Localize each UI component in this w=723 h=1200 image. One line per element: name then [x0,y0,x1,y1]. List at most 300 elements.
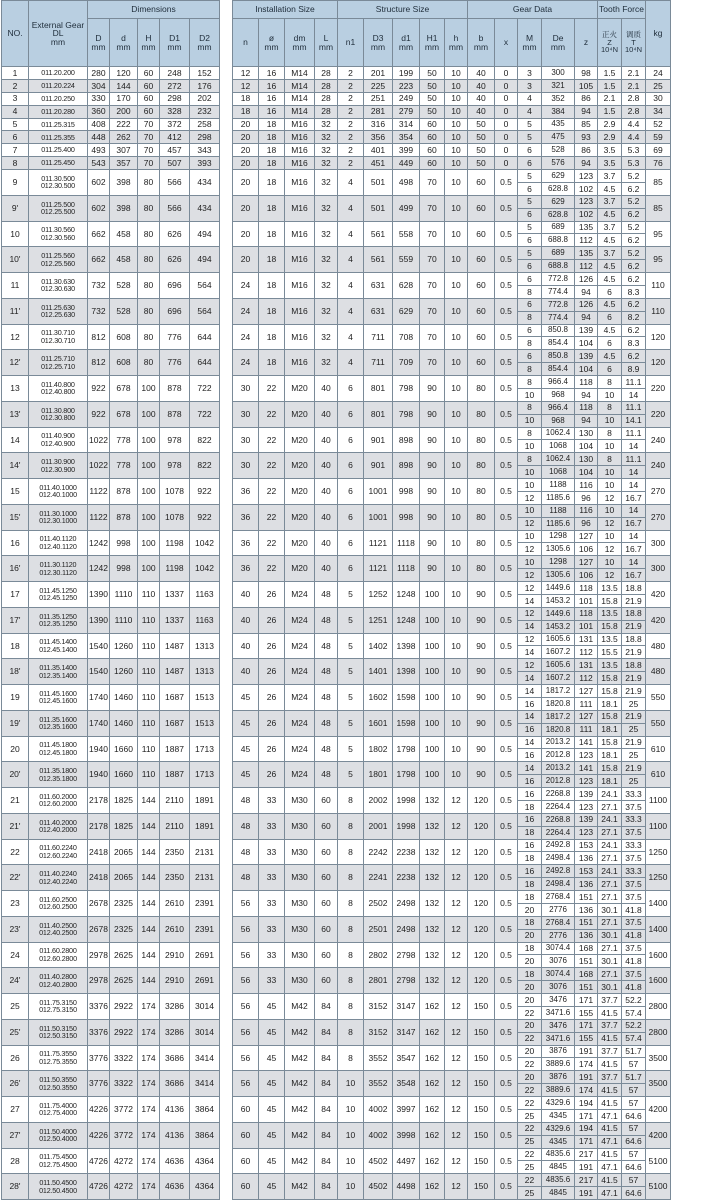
tooth-force-z: 10 [598,530,622,543]
tooth-force-t: 5.2 [622,247,646,260]
cell-l: 84 [315,1174,338,1200]
cell-n: 60 [233,1097,259,1123]
cell-b: 120 [468,916,495,942]
gear-code-line: 011.30.560 [41,225,75,235]
gear-z: 118 [575,401,598,414]
dim-h: 80 [138,221,160,247]
tooth-force-t: 57 [622,1122,646,1135]
dim-d1: 2910 [160,968,190,994]
table-row [233,298,671,311]
dim-d1: 878 [160,376,190,402]
cell-x: 0.5 [495,1097,518,1123]
header-line: 正火 [602,29,617,39]
cell-d3: 1602 [364,685,393,711]
cell-d1: 2238 [393,865,420,891]
cell-n1: 10 [338,1071,364,1097]
cell-h: 10 [445,659,468,685]
header-line: 10⁴N [625,45,642,55]
tooth-force-t: 6.2 [622,260,646,273]
gear-code-line: 011.60.2800 [39,946,77,956]
cell-h: 10 [445,453,468,479]
gear-module: 3 [518,67,542,80]
dim-d2: 3414 [190,1071,220,1097]
dim-d2: 3414 [190,1045,220,1071]
dim-d2: 232 [190,105,220,118]
gear-module: 20 [518,994,542,1007]
external-gear-code [29,530,88,556]
gear-de: 1605.6 [542,659,575,672]
tooth-force-z: 27.1 [598,968,622,981]
gear-de: 2013.2 [542,736,575,749]
cell-phi: 18 [259,298,285,324]
cell-h: 12 [445,1097,468,1123]
gear-z: 112 [575,672,598,685]
header-line: mm [448,41,464,52]
cell-dm: M20 [285,556,315,582]
dim-d: 608 [110,350,138,376]
table-row [2,195,220,221]
gear-z: 106 [575,569,598,582]
cell-x: 0.5 [495,607,518,633]
cell-phi: 26 [259,633,285,659]
gear-module: 6 [518,208,542,221]
tooth-force-t: 37.5 [622,968,646,981]
tooth-force-z: 3.5 [598,157,622,170]
cell-d3: 356 [364,131,393,144]
gear-code-line: 012.40.2240 [39,876,77,886]
cell-h: 12 [445,839,468,865]
dim-d1: 978 [160,453,190,479]
dim-d: 922 [88,401,110,427]
cell-b: 90 [468,762,495,788]
row-number: 26' [2,1071,29,1097]
gear-code-line: 012.40.900 [41,438,75,448]
gear-code-line: 011.75.3550 [39,1049,77,1059]
weight-kg: 4200 [646,1097,671,1123]
tooth-force-z: 41.5 [598,1084,622,1097]
tooth-force-t: 16.7 [622,517,646,530]
cell-l: 32 [315,144,338,157]
cell-h: 10 [445,736,468,762]
weight-kg: 24 [646,67,671,80]
dim-d1: 566 [160,195,190,221]
gear-code-line: 012.40.2500 [39,928,77,938]
cell-dm: M20 [285,530,315,556]
gear-code-line: 011.20.200 [41,68,75,78]
cell-d3: 501 [364,170,393,196]
table-row [2,427,220,453]
cell-b: 90 [468,659,495,685]
header-gear-4 [575,19,598,67]
external-gear-code [29,376,88,402]
row-number: 22' [2,865,29,891]
cell-h1: 100 [420,710,445,736]
gear-de: 2012.8 [542,775,575,788]
dim-d1: 3286 [160,1019,190,1045]
dim-d: 3322 [110,1045,138,1071]
cell-h: 12 [445,788,468,814]
header-line: mm [91,41,106,52]
cell-h: 10 [445,144,468,157]
cell-dm: M42 [285,1071,315,1097]
weight-kg: 1600 [646,968,671,994]
cell-b: 150 [468,994,495,1020]
cell-d3: 1402 [364,633,393,659]
header-struct-2 [393,19,420,67]
cell-phi: 26 [259,736,285,762]
dim-d2: 494 [190,247,220,273]
cell-x: 0.5 [495,762,518,788]
dim-d: 493 [88,144,110,157]
cell-b: 80 [468,530,495,556]
cell-x: 0.5 [495,376,518,402]
table-row [2,736,220,762]
tooth-force-t: 37.5 [622,800,646,813]
cell-phi: 45 [259,1122,285,1148]
dim-d2: 258 [190,118,220,131]
cell-b: 60 [468,221,495,247]
cell-d3: 561 [364,221,393,247]
tooth-force-z: 27.1 [598,800,622,813]
dim-d: 170 [110,92,138,105]
cell-n1: 2 [338,144,364,157]
tooth-force-z: 18.1 [598,749,622,762]
cell-phi: 22 [259,427,285,453]
cell-h1: 100 [420,659,445,685]
gear-z: 94 [575,157,598,170]
cell-d3: 1121 [364,530,393,556]
gear-de: 772.8 [542,273,575,286]
gear-z: 191 [575,1187,598,1200]
row-number: 9 [2,170,29,196]
weight-kg: 550 [646,710,671,736]
gear-z: 94 [575,105,598,118]
tooth-force-z: 24.1 [598,865,622,878]
cell-l: 60 [315,865,338,891]
row-number: 13 [2,376,29,402]
cell-n: 24 [233,324,259,350]
gear-code-line: 012.30.800 [41,413,75,423]
tooth-force-z: 12 [598,517,622,530]
tooth-force-t: 11.1 [622,427,646,440]
gear-de: 689 [542,221,575,234]
cell-x: 0.5 [495,298,518,324]
cell-d1: 354 [393,131,420,144]
row-number: 25' [2,1019,29,1045]
gear-z: 123 [575,170,598,183]
cell-l: 84 [315,1071,338,1097]
sizes-gear-table-body [233,67,671,1200]
cell-l: 48 [315,659,338,685]
cell-l: 32 [315,324,338,350]
tooth-force-z: 4.5 [598,324,622,337]
cell-h1: 132 [420,916,445,942]
gear-code-line: 011.30.710 [41,328,75,338]
header-line: mm [116,41,131,52]
cell-d3: 631 [364,298,393,324]
cell-l: 48 [315,685,338,711]
tooth-force-z: 13.5 [598,659,622,672]
tooth-force-t: 16.7 [622,569,646,582]
cell-n: 56 [233,1045,259,1071]
dim-d2: 1891 [190,788,220,814]
table-row [2,350,220,376]
cell-b: 120 [468,839,495,865]
dim-d2: 1513 [190,710,220,736]
weight-kg: 120 [646,324,671,350]
header-line: mm [50,36,66,47]
gear-z: 123 [575,800,598,813]
header-inst-0 [233,19,259,67]
tooth-force-t: 41.8 [622,903,646,916]
tooth-force-t: 6.2 [622,273,646,286]
cell-d3: 1121 [364,556,393,582]
dim-d1: 696 [160,273,190,299]
cell-n: 30 [233,376,259,402]
cell-n: 30 [233,427,259,453]
cell-dm: M20 [285,453,315,479]
dim-d2: 922 [190,504,220,530]
cell-phi: 18 [259,247,285,273]
dim-d: 398 [110,195,138,221]
gear-code-line: 011.45.1250 [39,585,77,595]
cell-n1: 6 [338,556,364,582]
gear-de: 4845 [542,1161,575,1174]
tooth-force-z: 3.7 [598,221,622,234]
tooth-force-z: 24.1 [598,813,622,826]
tooth-force-z: 1.5 [598,79,622,92]
cell-d3: 2801 [364,968,393,994]
gear-z: 171 [575,1019,598,1032]
gear-code-line: 011.40.800 [41,379,75,389]
header-inst-2 [285,19,315,67]
cell-h: 12 [445,1045,468,1071]
gear-code-line: 012.40.1000 [39,490,77,500]
gear-z: 194 [575,1097,598,1110]
gear-code-line: 012.45.1800 [39,747,77,757]
gear-de: 2498.4 [542,852,575,865]
table-row [233,247,671,260]
cell-x: 0.5 [495,710,518,736]
cell-h: 10 [445,479,468,505]
dim-d1: 4636 [160,1174,190,1200]
table-row [2,865,220,891]
tooth-force-t: 25 [622,749,646,762]
cell-h1: 90 [420,530,445,556]
gear-de: 1298 [542,556,575,569]
cell-h: 12 [445,942,468,968]
cell-phi: 33 [259,968,285,994]
dim-h: 110 [138,607,160,633]
gear-code-line: 012.75.3550 [39,1056,77,1066]
cell-l: 84 [315,1122,338,1148]
gear-de: 3876 [542,1045,575,1058]
cell-h1: 70 [420,273,445,299]
cell-d1: 1798 [393,736,420,762]
dim-d: 304 [88,79,110,92]
header-line: dm [293,33,306,43]
tooth-force-t: 2.1 [622,79,646,92]
dim-d1: 2350 [160,865,190,891]
row-number: 13' [2,401,29,427]
dim-d: 922 [88,376,110,402]
table-row [233,762,671,775]
gear-de: 300 [542,67,575,80]
cell-l: 60 [315,968,338,994]
gear-code-line: 012.35.1250 [39,619,77,629]
cell-h: 12 [445,916,468,942]
gear-code-line: 012.40.1120 [39,541,77,551]
dim-d: 1390 [88,582,110,608]
dim-h: 110 [138,736,160,762]
gear-de: 772.8 [542,298,575,311]
row-number: 5 [2,118,29,131]
cell-b: 150 [468,1174,495,1200]
gear-code-line: 012.30.560 [41,232,75,242]
tooth-force-t: 14 [622,530,646,543]
cell-d1: 3147 [393,1019,420,1045]
cell-x: 0.5 [495,479,518,505]
tooth-force-t: 21.9 [622,736,646,749]
tooth-force-z: 30.1 [598,903,622,916]
dim-d: 2325 [110,891,138,917]
gear-z: 151 [575,891,598,904]
cell-b: 90 [468,710,495,736]
dim-h: 80 [138,298,160,324]
weight-kg: 76 [646,157,671,170]
cell-phi: 26 [259,685,285,711]
gear-z: 127 [575,530,598,543]
table-row [2,556,220,582]
weight-kg: 1250 [646,839,671,865]
tooth-force-z: 37.7 [598,994,622,1007]
header-line: ø [268,33,275,43]
cell-h1: 162 [420,1174,445,1200]
dim-d: 2418 [88,865,110,891]
gear-module: 5 [518,131,542,144]
cell-d3: 2802 [364,942,393,968]
cell-n: 60 [233,1174,259,1200]
cell-d3: 2002 [364,788,393,814]
cell-dm: M16 [285,324,315,350]
tooth-force-z: 10 [598,479,622,492]
tooth-force-z: 15.8 [598,685,622,698]
cell-b: 50 [468,131,495,144]
cell-n1: 6 [338,530,364,556]
tooth-force-t: 6.2 [622,234,646,247]
dim-d1: 1198 [160,556,190,582]
cell-d1: 449 [393,157,420,170]
gear-module: 16 [518,723,542,736]
cell-dm: M16 [285,350,315,376]
cell-n: 36 [233,556,259,582]
external-gear-code [29,170,88,196]
cell-l: 84 [315,1019,338,1045]
row-number: 20' [2,762,29,788]
dim-d: 1825 [110,813,138,839]
gear-module: 22 [518,1006,542,1019]
cell-l: 60 [315,942,338,968]
gear-module: 4 [518,92,542,105]
table-row [2,685,220,711]
external-gear-code [29,144,88,157]
table-row [233,427,671,440]
tooth-force-z: 27.1 [598,916,622,929]
cell-d1: 1998 [393,788,420,814]
gear-z: 123 [575,775,598,788]
gear-code-line: 011.25.500 [41,199,75,209]
dim-d: 3776 [88,1071,110,1097]
row-number: 7 [2,144,29,157]
table-row [2,401,220,427]
cell-d1: 279 [393,105,420,118]
external-gear-code [29,273,88,299]
gear-module: 12 [518,582,542,595]
header-line: H1 [426,33,438,43]
cell-h: 10 [445,92,468,105]
external-gear-code [29,839,88,865]
table-row [2,118,220,131]
cell-n1: 5 [338,633,364,659]
cell-h1: 90 [420,556,445,582]
table-row [233,736,671,749]
gear-z: 174 [575,1058,598,1071]
gear-de: 1449.6 [542,582,575,595]
gear-de: 1820.8 [542,697,575,710]
gear-code-line: 011.30.500 [41,173,75,183]
cell-b: 150 [468,1045,495,1071]
cell-x: 0 [495,79,518,92]
gear-code-line: 011.35.1250 [39,611,77,621]
gear-code-line: 012.60.2000 [39,799,77,809]
tooth-force-z: 15.8 [598,672,622,685]
cell-phi: 18 [259,131,285,144]
cell-n1: 4 [338,221,364,247]
cell-x: 0.5 [495,633,518,659]
tooth-force-z: 13.5 [598,582,622,595]
gear-module: 8 [518,363,542,376]
cell-n1: 5 [338,710,364,736]
tooth-force-z: 1.5 [598,67,622,80]
gear-z: 94 [575,311,598,324]
dim-h: 80 [138,324,160,350]
external-gear-code [29,247,88,273]
dim-d: 2325 [110,916,138,942]
dim-d1: 626 [160,247,190,273]
header-line: h [453,33,459,43]
gear-de: 4345 [542,1135,575,1148]
dim-h: 70 [138,157,160,170]
cell-l: 48 [315,736,338,762]
gear-de: 3471.6 [542,1032,575,1045]
row-number: 10 [2,221,29,247]
cell-h: 12 [445,865,468,891]
cell-x: 0 [495,157,518,170]
cell-n1: 5 [338,762,364,788]
gear-de: 1185.6 [542,491,575,504]
table-row [2,1122,220,1148]
external-gear-code [29,891,88,917]
table-row [2,453,220,479]
table-row [2,273,220,299]
cell-d1: 2238 [393,839,420,865]
cell-l: 84 [315,1148,338,1174]
gear-z: 126 [575,298,598,311]
gear-z: 98 [575,67,598,80]
cell-h1: 50 [420,105,445,118]
table-row [233,479,671,492]
cell-x: 0.5 [495,659,518,685]
